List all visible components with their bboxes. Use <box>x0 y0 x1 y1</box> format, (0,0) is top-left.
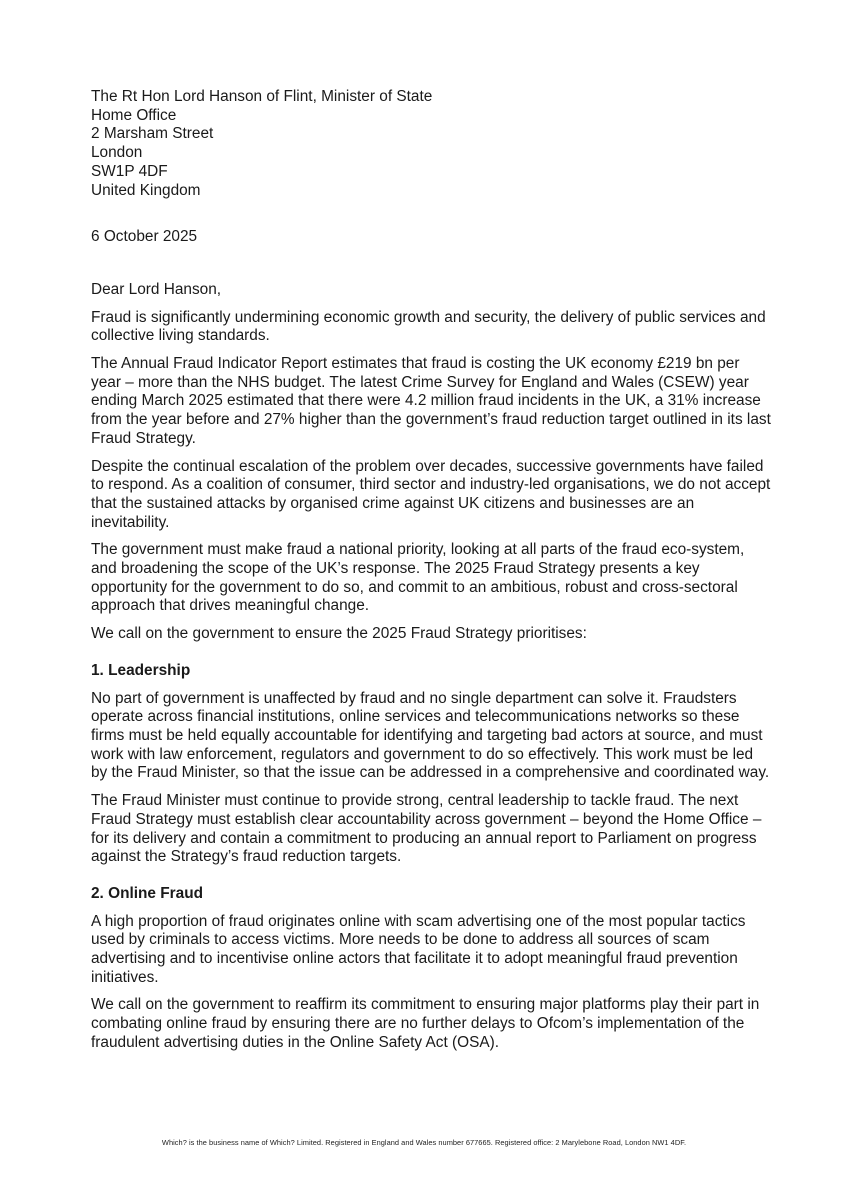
page-footer: Which? is the business name of Which? Limited. Registered in England and Wales number 677665. Registered office: 2 Marylebone Road, London NW1 4DF. <box>161 1138 687 1147</box>
letter-body <box>91 88 773 1053</box>
address-line: The Rt Hon Lord Hanson of Flint, Minister of State <box>91 88 433 105</box>
recipient-address <box>91 88 773 200</box>
address-line: Home Office <box>91 106 177 124</box>
paragraph: The Fraud Minister must continue to provide strong, central leadership to tackle fraud. The next Fraud Strategy must establish clear accountability across government – beyond the Home Office – for its delivery and contain a commitment to producing an annual report to Parliament on progress against the Strategy’s fraud reduction targets. <box>91 792 762 866</box>
paragraph: The government must make fraud a national priority, looking at all parts of the fraud eco-system, and broadening the scope of the UK’s response. The 2025 Fraud Strategy presents a key opportunity for the government to do so, and commit to an ambitious, robust and cross-sectoral approach that drives meaningful change. <box>91 541 745 615</box>
salutation: Dear Lord Hanson, <box>91 280 222 298</box>
address-line: United Kingdom <box>91 181 201 199</box>
paragraph: We call on the government to ensure the 2025 Fraud Strategy prioritises: <box>91 625 587 643</box>
paragraph: We call on the government to reaffirm its commitment to ensuring major platforms play their part in combating online fraud by ensuring there are no further delays to Ofcom’s implementation of the fraudulent advertising duties in the Online Safety Act (OSA). <box>91 996 760 1051</box>
address-line: 2 Marsham Street <box>91 125 214 143</box>
section-heading: 2. Online Fraud <box>91 884 204 902</box>
paragraph: The Annual Fraud Indicator Report estimates that fraud is costing the UK economy £219 bn per year – more than the NHS budget. The latest Crime Survey for England and Wales (CSEW) year ending March 2025 estimated that there were 4.2 million fraud incidents in the UK, a 31% increase from the year before and 27% higher than the government’s fraud reduction target outlined in its last Fraud Strategy. <box>91 355 771 447</box>
paragraph: Despite the continual escalation of the problem over decades, successive governments have failed to respond. As a coalition of consumer, third sector and industry-led organisations, we do not accept that the sustained attacks by organised crime against UK citizens and businesses are an inevitability. <box>91 457 771 531</box>
section-heading: 1. Leadership <box>91 661 191 679</box>
letter-date: 6 October 2025 <box>91 228 198 246</box>
address-line: SW1P 4DF <box>91 162 168 180</box>
address-line: London <box>91 144 143 162</box>
paragraph: A high proportion of fraud originates online with scam advertising one of the most popular tactics used by criminals to access victims. More needs to be done to address all sources of scam advertising and to incentivise online actors that facilitate it to adopt meaningful fraud prevention initiatives. <box>91 912 746 986</box>
paragraph: No part of government is unaffected by fraud and no single department can solve it. Fraudsters operate across financial institutions, online services and telecommunications networks so these firms must be held equally accountable for identifying and targeting bad actors at source, and must work with law enforcement, regulators and government to do so effectively. This work must be led by the Fraud Minister, so that the issue can be addressed in a comprehensive and coordinated way. <box>91 689 770 782</box>
paragraph: Fraud is significantly undermining economic growth and security, the delivery of public services and collective living standards. <box>91 308 766 345</box>
